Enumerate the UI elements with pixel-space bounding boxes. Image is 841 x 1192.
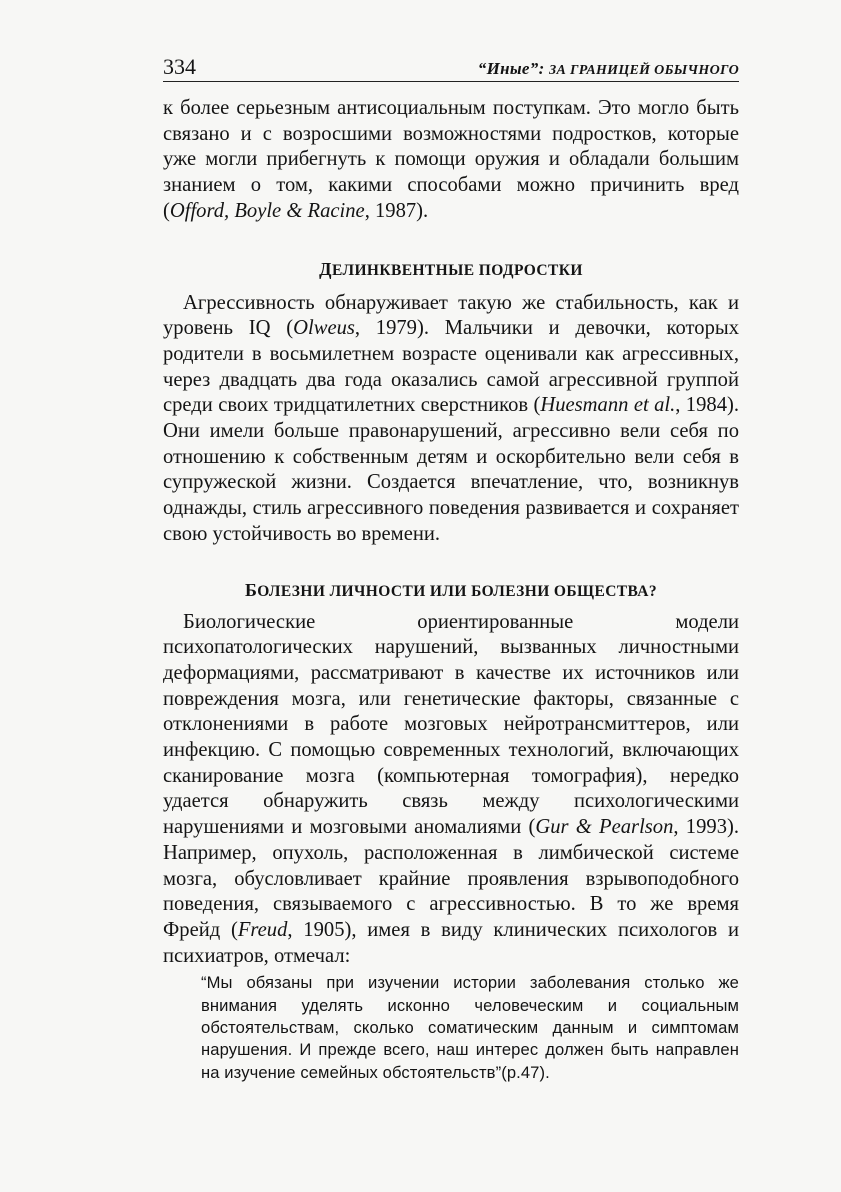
paragraph-text: Агрессивность обнаруживает такую же стабильность, как и уровень IQ ( bbox=[163, 291, 739, 340]
citation-author: Olweus bbox=[293, 317, 355, 340]
running-header bbox=[163, 52, 739, 82]
paragraph-text: , 1984). Они имели больше правонарушений, агрессивно вели себя по отношению к собственным детям и оскорбительно вели себя в супружеской жизни. Создается впечатление, что, возникнув однажды, стиль агрессивного поведения развивается и сохраняет свою устойчивость во времени. bbox=[163, 394, 739, 545]
citation-author: Freud bbox=[237, 918, 288, 941]
heading-rest: ЕЛИНКВЕНТНЫЕ ПОДРОСТКИ bbox=[331, 261, 583, 279]
paragraph-text: Биологические ориентированные модели психопатологических нарушений, вызванных личностными деформациями, рассматривают в качестве их источников или повреждения мозга, или генетические факторы, связанные с отклонениями в работе мозговых нейротрансмиттеров, или инфекцию. С помощью современных технологий, включающих сканирование мозга (компьютерная томография), нередко удается обнаружить связь между психологическими нарушениями и мозговыми аномалиями ( bbox=[163, 610, 739, 839]
running-title-prefix: “Иные”: bbox=[477, 59, 550, 78]
citation-year: , 1987). bbox=[364, 199, 429, 222]
book-page bbox=[163, 52, 739, 1084]
section-heading-delinquent bbox=[163, 259, 739, 281]
citation-author: Huesmann et al. bbox=[540, 394, 676, 417]
heading-initial: Д bbox=[319, 258, 332, 279]
heading-initial: Б bbox=[244, 579, 258, 600]
paragraph-aggression bbox=[163, 291, 739, 548]
citation-author: Offord, Boyle & Racine bbox=[169, 199, 365, 222]
running-title-rest: ЗА ГРАНИЦЕЙ ОБЫЧНОГО bbox=[549, 63, 739, 78]
paragraph-continuation bbox=[163, 96, 739, 225]
heading-rest: ОЛЕЗНИ ЛИЧНОСТИ ИЛИ БОЛЕЗНИ ОБЩЕСТВА? bbox=[257, 582, 658, 600]
paragraph-biological-models bbox=[163, 610, 739, 970]
paragraph-text: , 1993). Например, опухоль, расположенная в лимбической системе мозга, обусловливает крайние проявления взрывоподобного поведения, связываемого с агрессивностью. В то же время Фрейд ( bbox=[163, 816, 739, 941]
citation-author: Gur & Pearlson bbox=[535, 816, 674, 839]
block-quote-freud: “Мы обязаны при изучении истории заболевания столько же внимания уделять исконно человеческим и социальным обстоятельствам, сколько соматическим данным и симптомам нарушения. И прежде всего, наш интерес должен быть направлен на изучение семейных обстоятельств”(р.47). bbox=[201, 973, 739, 1082]
paragraph-text: , 1979). Мальчики и девочки, которых родители в восьмилетнем возрасте оценивали как агрессивных, через двадцать два года оказались самой агрессивной группой среди своих тридцатилетних сверстников ( bbox=[163, 317, 739, 417]
section-heading-diseases bbox=[163, 580, 739, 602]
paragraph-text: , 1905), имея в виду клинических психологов и психиатров, отмечал: bbox=[163, 918, 739, 967]
paragraph-text: к более серьезным антисоциальным поступкам. Это могло быть связано и с возросшими возможностями подростков, которые уже могли прибегнуть к помощи оружия и обладали большим знанием о том, какими способами можно причинить вред ( bbox=[163, 97, 739, 222]
running-title bbox=[478, 54, 739, 85]
page-number: 334 bbox=[163, 54, 196, 79]
